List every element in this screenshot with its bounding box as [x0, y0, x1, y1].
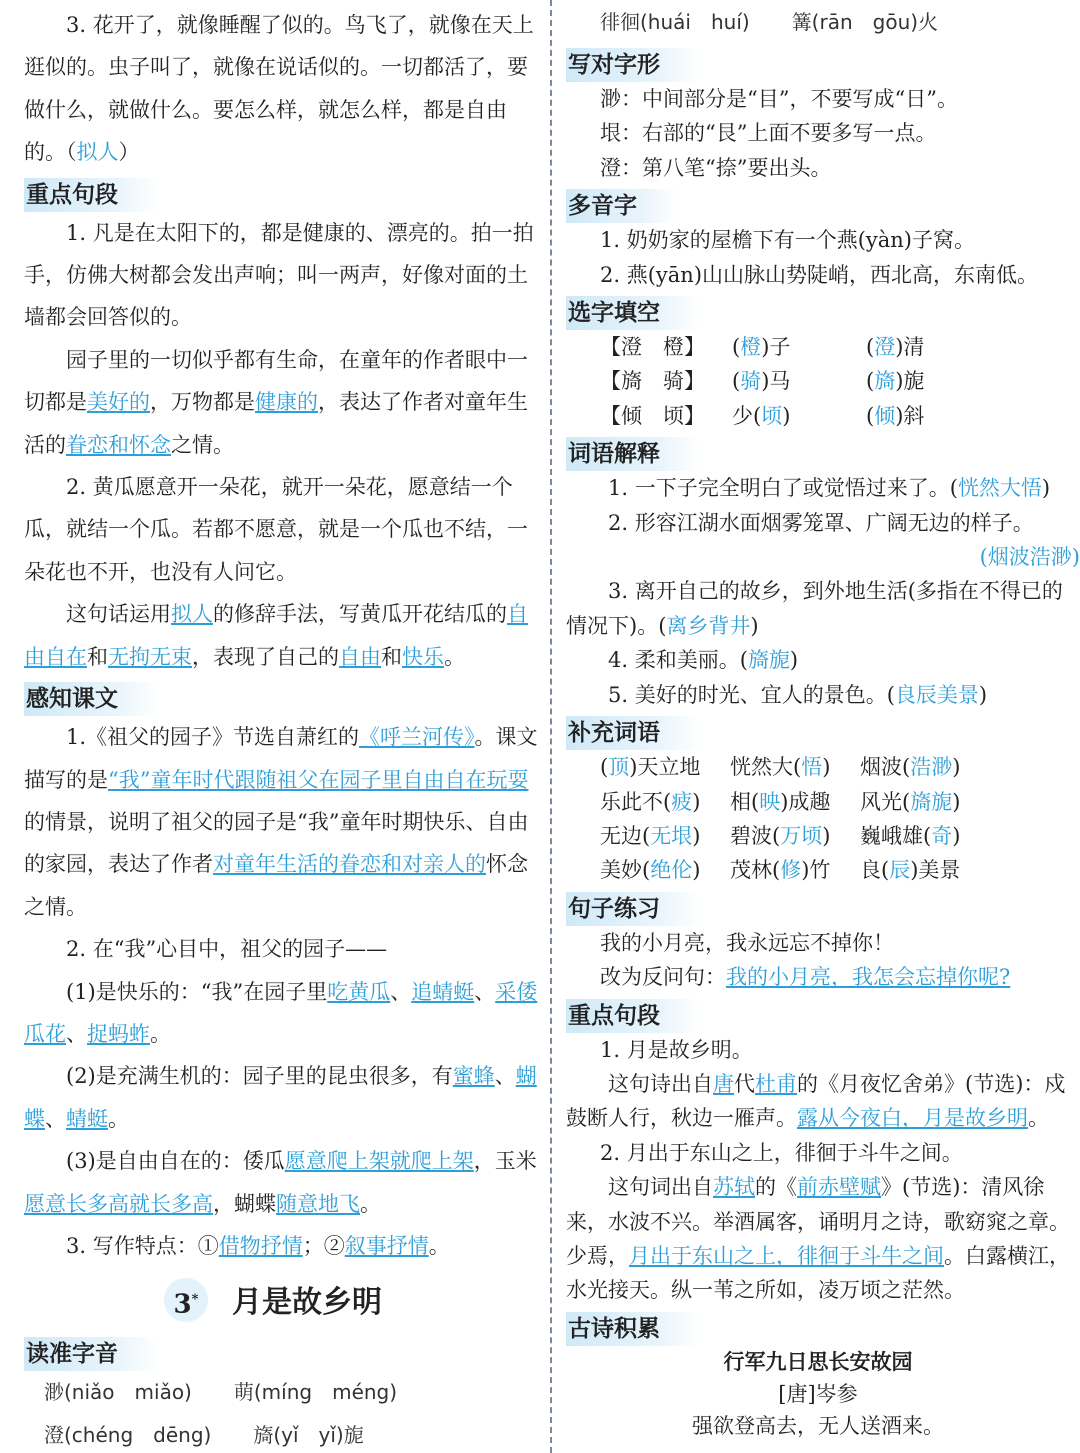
section-header: 读准字音: [24, 1337, 158, 1371]
answer-text: 映: [759, 789, 781, 814]
polyphone-item: 2. 燕(yān)山山脉山势陡峭，西北高，东南低。: [600, 262, 1039, 287]
answer-text: 苏轼: [713, 1175, 755, 1200]
analysis-text: 的《月夜忆舍弟》(节选)：戍鼓断人行，秋边一雁声。: [566, 1071, 1066, 1131]
choice-pair: 【旖 骑】: [600, 369, 705, 394]
section-header: 古诗积累: [566, 1312, 700, 1346]
exercise-text: 改为反问句：: [600, 965, 726, 990]
answer-text: 《呼兰河传》: [359, 725, 475, 750]
analysis-text: 的《: [755, 1175, 797, 1200]
section-header: 感知课文: [24, 682, 158, 716]
answer-text: 浩渺: [910, 755, 953, 780]
analysis-text: ，万物都是: [150, 390, 255, 415]
glyph-note: 垠：右部的“艮”上面不要多写一点。: [600, 121, 937, 146]
word-item: [600, 853, 730, 887]
choice-pair: 【澄 橙】: [600, 335, 705, 360]
feature-text: 3. 写作特点：①: [66, 1233, 219, 1258]
analysis-text: 》(节选)：清风徐来，水波不兴。举酒属客，诵明月之诗，歌窈窕之章。少焉，: [566, 1175, 1070, 1268]
polyphone-item: 1. 奶奶家的屋檐下有一个燕(yàn)子窝。: [600, 228, 976, 253]
feature-text: 。: [428, 1233, 450, 1258]
definition-text: ): [789, 648, 799, 673]
pinyin-item: 渺(niǎo miǎo): [44, 1380, 192, 1405]
word-item: [730, 785, 860, 819]
separator: 、: [66, 1021, 87, 1046]
word-text: ): [952, 755, 961, 780]
answer-text: 顷: [761, 403, 783, 428]
answer-text: 愿意爬上架就爬上架: [284, 1149, 474, 1174]
analysis-text: ，表现了自己的: [192, 644, 339, 669]
word-text: )竹: [801, 858, 831, 883]
definition-text: 3. 离开自己的故乡，到外地生活(多指在不得已的情况下)。(: [566, 579, 1063, 638]
word-text: )成趣: [780, 789, 831, 814]
answer-text: 吃黄瓜: [327, 979, 391, 1004]
glyph-note: 渺：中间部分是“目”，不要写成“日”。: [600, 87, 958, 111]
word-text: ): [952, 789, 961, 814]
word-text: 无边(: [600, 823, 651, 848]
word-item: [730, 750, 860, 784]
separator: 、: [390, 979, 412, 1004]
analysis-text: 。: [444, 644, 465, 669]
definition-item: [556, 678, 1080, 712]
definition-answer: [556, 540, 1080, 574]
section-header: 补充词语: [566, 716, 700, 750]
analysis-text: 代: [734, 1071, 755, 1096]
separator: 、: [494, 1064, 516, 1089]
word-text: ): [692, 789, 701, 814]
word-row: [556, 785, 1080, 819]
fill-row: [556, 399, 1080, 433]
word-item: [860, 785, 1000, 819]
summary-text: 怀念之情。: [24, 852, 528, 919]
fill-row: [556, 330, 1080, 364]
section-header: 多音字: [566, 189, 677, 223]
intro-end: ）: [118, 140, 140, 165]
analysis-text: 和: [87, 644, 108, 669]
answer-text: 辰: [889, 858, 911, 883]
exercise-answer: [556, 960, 1080, 994]
pinyin-item: 徘徊(huái huí): [600, 10, 750, 34]
definition-text: 2. 形容江湖水面烟雾笼罩、广阔无边的样子。: [608, 510, 1034, 535]
fill-item: [866, 364, 1016, 398]
answer-text: 蜜蜂: [452, 1064, 495, 1089]
word-text: 风光(: [860, 789, 911, 814]
fill-text: (: [866, 403, 875, 428]
answer-text: 自由自在: [24, 602, 528, 669]
answer-text: 奇: [931, 823, 953, 848]
item-text: 。: [150, 1021, 171, 1046]
item-text: 。: [360, 1191, 381, 1216]
answer-text: 捉蚂蚱: [87, 1021, 150, 1046]
word-text: 良(: [860, 858, 890, 883]
sentence-quote: 1. 凡是在太阳下的，都是健康的、漂亮的。拍一拍手，仿佛大树都会发出声响；叫一两声，好像对面的土墙都会回答似的。: [24, 220, 534, 330]
summary-text: 。课文描写的是: [24, 725, 538, 792]
definition-item: [556, 643, 1080, 677]
answer-text: 澄: [874, 335, 896, 360]
analysis-text: ，表达了作者对童年生活的: [24, 390, 528, 457]
answer-text: 倾: [874, 403, 896, 428]
definition-item: [556, 574, 1080, 643]
word-text: 烟波(: [860, 755, 911, 780]
answer-text: 自由: [339, 644, 381, 669]
glyph-note: 澄：第八笔“捺”要出头。: [600, 155, 832, 180]
item-text: ，玉米: [473, 1149, 537, 1174]
analysis-text: 。白露横江，水光接天。纵一苇之所如，凌万顷之茫然。: [566, 1243, 1070, 1303]
pinyin-row: [0, 1371, 546, 1413]
poem-author: [唐]岑参: [778, 1381, 858, 1406]
answer-text: 愿意长多高就长多高: [24, 1191, 213, 1216]
answer-text: 月出于东山之上，徘徊于斗牛之间: [629, 1243, 944, 1268]
answer-text: 恍然大悟: [957, 476, 1042, 501]
fill-text: (: [866, 369, 875, 394]
word-item: [600, 750, 730, 784]
answer-text: 万顷: [780, 823, 823, 848]
definition-text: 4. 柔和美丽。(: [608, 648, 748, 673]
key-analysis: [556, 1067, 1080, 1136]
answer-text: 拟人: [76, 140, 119, 165]
word-text: ): [692, 823, 701, 848]
word-text: 巍峨雄(: [860, 823, 932, 848]
sentence-analysis: [0, 593, 546, 678]
intro-text: 3. 花开了，就像睡醒了似的。鸟飞了，就像在天上逛似的。虫子叫了，就像在说话似的。一切都活了，要做什么，就做什么。要怎么样，就怎么样，都是自由的。（: [24, 13, 534, 165]
answer-text: 旖旎: [747, 648, 790, 673]
word-text: ): [822, 755, 831, 780]
fill-text: (: [732, 335, 741, 360]
analysis-text: 这句词出自: [608, 1175, 713, 1200]
answer-text: 我的小月亮，我怎会忘掉你呢?: [726, 965, 1011, 990]
answer-text: 采倭瓜花: [24, 979, 538, 1046]
definition-text: 1. 一下子完全明白了或觉悟过来了。(: [608, 476, 958, 501]
list-item: [0, 1055, 546, 1140]
column-divider: [550, 0, 552, 1453]
answer-text: 离乡背井: [666, 613, 751, 638]
lesson-number: 3: [173, 1289, 192, 1320]
section-header: 词语解释: [566, 437, 700, 471]
pinyin-row: [0, 1414, 546, 1453]
exercise-sentence: 我的小月亮，我永远忘不掉你！: [600, 930, 894, 955]
word-text: )美景: [910, 858, 961, 883]
key-sentence: 1. 月是故乡明。: [600, 1037, 753, 1062]
answer-text: 前赤壁赋: [797, 1175, 881, 1200]
word-text: ): [952, 823, 961, 848]
word-row: [556, 750, 1080, 784]
definition-text: ): [1041, 476, 1051, 501]
lesson-star: *: [191, 1291, 199, 1307]
fill-item: [866, 399, 1016, 433]
fill-text: (: [732, 369, 741, 394]
definition-text: ): [750, 613, 759, 638]
writing-features: [0, 1225, 546, 1267]
word-item: [860, 750, 1000, 784]
answer-text: 疲: [671, 789, 693, 814]
pinyin-row: [556, 0, 1080, 44]
analysis-text: 。: [1028, 1106, 1049, 1131]
definition-text: ): [978, 682, 988, 707]
answer-text: 蜻蜓: [66, 1106, 108, 1131]
answer-text: 蝴蝶: [24, 1064, 537, 1131]
fill-text: )斜: [895, 403, 925, 428]
word-item: [860, 853, 1000, 887]
definition-item: [556, 506, 1080, 540]
section-header: 句子练习: [566, 892, 700, 926]
word-item: [600, 785, 730, 819]
answer-text: 绝伦: [650, 858, 693, 883]
answer-text: 眷恋和怀念: [66, 432, 171, 457]
fill-text: )旎: [895, 369, 925, 394]
definition-text: 5. 美好的时光、宜人的景色。(: [608, 682, 895, 707]
word-row: [556, 819, 1080, 853]
right-column: [556, 0, 1080, 1453]
answer-text: 借物抒情: [218, 1233, 303, 1258]
fill-text: )马: [761, 369, 791, 394]
answer-text: 健康的: [255, 390, 318, 415]
pinyin-item: 萌(míng méng): [233, 1380, 398, 1405]
key-sentence: 2. 月出于东山之上，徘徊于斗牛之间。: [600, 1140, 963, 1165]
word-item: [600, 819, 730, 853]
fill-item: [866, 330, 1016, 364]
answer-text: 骑: [740, 369, 762, 394]
analysis-text: 之情。: [171, 432, 234, 457]
section-header: 重点句段: [24, 178, 158, 212]
answer-text: 橙: [740, 335, 762, 360]
answer-text: 对童年生活的眷恋和对亲人的: [213, 852, 486, 877]
answer-text: 露从今夜白，月是故乡明: [797, 1106, 1028, 1131]
poem-title: 行军九日思长安故园: [723, 1349, 913, 1374]
answer-text: 追蜻蜓: [411, 979, 475, 1004]
analysis-text: 园子里的一切似乎都有生命，在童年的作者眼中一切都是: [24, 347, 528, 415]
poem-line: 强欲登高去，无人送酒来。: [692, 1413, 944, 1438]
lesson-number-badge: [164, 1278, 208, 1322]
answer-text: 叙事抒情: [344, 1233, 429, 1258]
answer-text: 旖: [874, 369, 896, 394]
pinyin-item: 旖(yǐ yǐ)旎: [253, 1422, 364, 1447]
summary-text: 1.《祖父的园子》节选自萧红的: [66, 725, 360, 750]
fill-text: 少(: [732, 403, 762, 428]
word-text: 碧波(: [730, 823, 781, 848]
answer-text: 无垠: [650, 823, 693, 848]
item-text: ，蝴蝶: [213, 1191, 276, 1216]
feature-text: ；②: [302, 1233, 345, 1258]
fill-text: (: [866, 335, 875, 360]
word-text: 美妙(: [600, 858, 651, 883]
item-text: 。: [108, 1106, 129, 1131]
section-header: 选字填空: [566, 296, 700, 330]
answer-text: 旖旎: [910, 789, 953, 814]
analysis-text: 的修辞手法，写黄瓜开花结瓜的: [213, 602, 507, 627]
pinyin-item: 澄(chéng dēng): [44, 1422, 212, 1447]
key-analysis: [556, 1170, 1080, 1308]
item-text: (1)是快乐的：“我”在园子里: [66, 979, 328, 1004]
list-item: [0, 971, 546, 1056]
word-text: (: [600, 755, 609, 780]
answer-text: 良辰美景: [894, 682, 979, 707]
answer-text: (烟波浩渺): [979, 545, 1080, 570]
list-intro: 2. 在“我”心目中，祖父的园子——: [66, 937, 388, 962]
item-text: (3)是自由自在的：倭瓜: [66, 1149, 285, 1174]
section-header: 写对字形: [566, 48, 700, 82]
definition-item: [556, 471, 1080, 505]
fill-text: )清: [895, 335, 925, 360]
word-item: [860, 819, 1000, 853]
word-text: ): [692, 858, 701, 883]
list-item: [0, 1140, 546, 1225]
word-row: [556, 853, 1080, 887]
pinyin-item: 篝(rān gōu)火: [791, 10, 939, 34]
word-text: 恍然大(: [730, 755, 802, 780]
summary-text: 的情景，说明了祖父的园子是“我”童年时期快乐、自由的家园，表达了作者: [24, 809, 529, 877]
answer-text: 拟人: [171, 602, 213, 627]
separator: 、: [474, 979, 496, 1004]
fill-item: [732, 364, 866, 398]
word-text: )天立地: [629, 755, 701, 780]
answer-text: “我”童年时代跟随祖父在园子里自由自在玩耍: [108, 767, 529, 792]
answer-text: 顶: [608, 755, 630, 780]
answer-text: 唐: [713, 1071, 734, 1096]
fill-row: [556, 364, 1080, 398]
analysis-text: 这句话运用: [66, 602, 171, 627]
answer-text: 美好的: [87, 390, 150, 415]
separator: 、: [45, 1106, 66, 1131]
intro-paragraph: [0, 4, 546, 174]
answer-text: 快乐: [402, 644, 444, 669]
text-summary: [0, 716, 546, 928]
word-text: 乐此不(: [600, 789, 672, 814]
sentence-analysis: [0, 339, 546, 466]
analysis-text: 这句诗出自: [608, 1071, 713, 1096]
fill-text: )子: [761, 335, 791, 360]
fill-item: [732, 330, 866, 364]
word-item: [730, 819, 860, 853]
answer-text: 修: [780, 858, 802, 883]
answer-text: 无拘无束: [108, 644, 192, 669]
item-text: (2)是充满生机的：园子里的昆虫很多，有: [66, 1064, 453, 1089]
answer-text: 杜甫: [755, 1071, 797, 1096]
answer-text: 随意地飞: [276, 1191, 360, 1216]
word-text: 茂林(: [730, 858, 781, 883]
sentence-quote: 2. 黄瓜愿意开一朵花，就开一朵花，愿意结一个瓜，就结一个瓜。若都不愿意，就是一个瓜也不结，一朵花也不开，也没有人问它。: [24, 475, 528, 584]
word-text: ): [822, 823, 831, 848]
fill-item: [732, 399, 866, 433]
section-header: 重点句段: [566, 999, 700, 1033]
lesson-title: 月是故乡明: [232, 1285, 382, 1321]
answer-text: 悟: [801, 755, 823, 780]
choice-pair: 【倾 顷】: [600, 403, 705, 428]
word-text: 相(: [730, 789, 760, 814]
lesson-heading: [0, 1273, 546, 1333]
fill-text: ): [782, 403, 791, 428]
word-item: [730, 853, 860, 887]
analysis-text: 和: [381, 644, 402, 669]
